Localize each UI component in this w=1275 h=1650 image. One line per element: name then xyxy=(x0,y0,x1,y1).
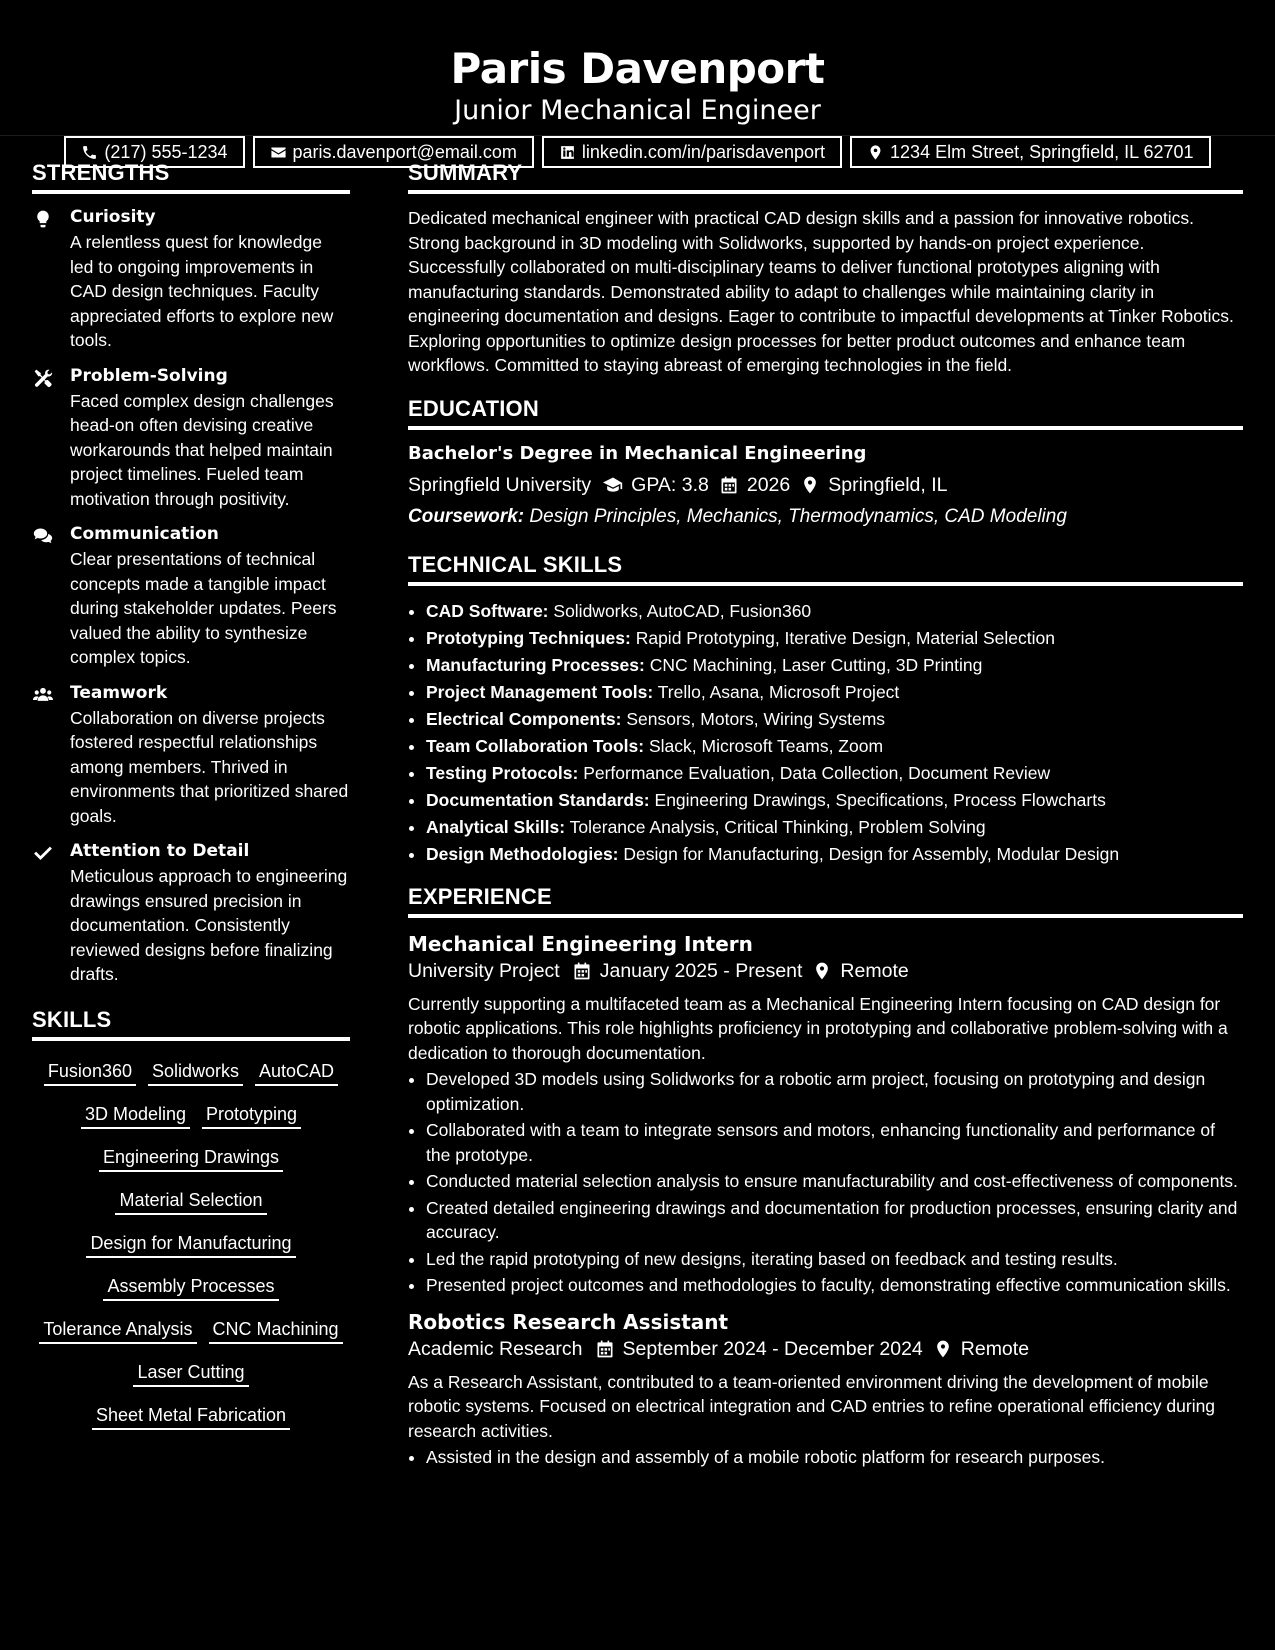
list-item: • Led the rapid prototyping of new designs, iterating based on feedback and testing results. xyxy=(426,1247,1243,1272)
calendar-icon xyxy=(719,475,739,495)
skills-row xyxy=(32,1139,350,1182)
resume-header xyxy=(0,0,1275,162)
skill-tag: Design for Manufacturing xyxy=(86,1231,295,1258)
skill-category: Team Collaboration Tools: xyxy=(426,735,645,756)
map-pin-icon xyxy=(812,961,832,981)
skill-values: Rapid Prototyping, Iterative Design, Material Selection xyxy=(635,627,1055,648)
skill-values: Trello, Asana, Microsoft Project xyxy=(657,681,900,702)
education-year: 2026 xyxy=(746,473,791,496)
summary-heading: SUMMARY xyxy=(408,152,1243,194)
candidate-name: Paris Davenport xyxy=(450,44,825,93)
map-pin-icon xyxy=(933,1339,953,1359)
job-description: Currently supporting a multifaceted team as a Mechanical Engineering Intern focusing on CAD design for robotic applications. This role highlights proficiency in prototyping and collaborative problem-solving with a dedication to thorough documentation. xyxy=(408,993,1228,1063)
strength-item xyxy=(32,206,350,353)
job-title: Robotics Research Assistant xyxy=(408,1309,729,1334)
strength-title: Attention to Detail xyxy=(70,841,250,861)
skill-category: Project Management Tools: xyxy=(426,681,654,702)
skill-category: Prototyping Techniques: xyxy=(426,627,631,648)
contact-phone-text: (217) 555-1234 xyxy=(104,142,228,162)
skill-tag: CNC Machining xyxy=(209,1317,343,1344)
skill-values: Tolerance Analysis, Critical Thinking, Problem Solving xyxy=(569,816,986,837)
skills-row xyxy=(32,1096,350,1139)
strength-item xyxy=(32,523,350,670)
job-entry xyxy=(408,930,1243,1298)
strength-desc: Collaboration on diverse projects fostered respectful relationships among members. Thrived in environments that prioritized shared goals. xyxy=(70,707,349,826)
skills-row xyxy=(32,1311,350,1354)
skill-tag: Sheet Metal Fabrication xyxy=(92,1403,290,1430)
job-dates: September 2024 - December 2024 xyxy=(622,1337,923,1360)
job-bullets xyxy=(408,1067,1243,1298)
calendar-icon xyxy=(595,1339,615,1359)
right-column xyxy=(408,152,1243,1480)
strength-item xyxy=(32,682,350,829)
list-item xyxy=(426,652,1243,679)
list-item xyxy=(426,598,1243,625)
list-item xyxy=(426,814,1243,841)
strength-desc: Meticulous approach to engineering drawings ensured precision in documentation. Consistently reviewed designs before finalizing drafts. xyxy=(70,866,348,984)
education-location: Springfield, IL xyxy=(828,473,948,496)
list-item: • Created detailed engineering drawings and documentation for production processes, ensuring clarity and accuracy. xyxy=(426,1196,1243,1245)
list-item xyxy=(426,679,1243,706)
job-dates: January 2025 - Present xyxy=(599,959,803,982)
strength-title: Teamwork xyxy=(70,682,168,703)
job-title: Mechanical Engineering Intern xyxy=(408,931,753,956)
skill-tag: 3D Modeling xyxy=(81,1102,190,1129)
strengths-heading: STRENGTHS xyxy=(32,152,350,194)
coursework-list: Design Principles, Mechanics, Thermodynamics, CAD Modeling xyxy=(529,505,1067,527)
coursework-label: Coursework: xyxy=(408,505,525,527)
job-location: Remote xyxy=(960,1337,1030,1360)
strength-item xyxy=(32,365,350,512)
list-item xyxy=(426,733,1243,760)
users-icon xyxy=(32,685,54,705)
experience-heading: EXPERIENCE xyxy=(408,876,1243,918)
skill-category: Analytical Skills: xyxy=(426,816,566,837)
skill-values: Solidworks, AutoCAD, Fusion360 xyxy=(553,600,812,621)
list-item xyxy=(426,760,1243,787)
job-org: University Project xyxy=(408,959,560,982)
skill-tag: Fusion360 xyxy=(44,1059,136,1086)
skill-tag: Solidworks xyxy=(148,1059,243,1086)
education-school: Springfield University xyxy=(408,473,592,496)
job-meta xyxy=(408,1336,1243,1362)
education-degree: Bachelor's Degree in Mechanical Engineering xyxy=(408,442,867,464)
skill-values: Sensors, Motors, Wiring Systems xyxy=(626,708,886,729)
skill-values: Performance Evaluation, Data Collection, Document Review xyxy=(583,762,1051,783)
job-entry xyxy=(408,1308,1243,1470)
calendar-icon xyxy=(572,961,592,981)
skill-category: CAD Software: xyxy=(426,600,549,621)
list-item: • Conducted material selection analysis to ensure manufacturability and cost-effectiveness of components. xyxy=(426,1169,1243,1194)
job-bullets xyxy=(408,1445,1243,1470)
list-item: • Collaborated with a team to integrate sensors and motors, enhancing functionality and performance of the prototype. xyxy=(426,1118,1243,1167)
skill-tag: Material Selection xyxy=(115,1188,266,1215)
skills-row xyxy=(32,1397,350,1440)
skills-heading: SKILLS xyxy=(32,999,350,1041)
list-item xyxy=(426,841,1243,868)
skill-category: Testing Protocols: xyxy=(426,762,579,783)
skill-category: Electrical Components: xyxy=(426,708,622,729)
skill-category: Manufacturing Processes: xyxy=(426,654,645,675)
strength-title: Curiosity xyxy=(70,207,156,227)
lightbulb-icon xyxy=(32,209,54,229)
skill-values: Design for Manufacturing, Design for Assembly, Modular Design xyxy=(623,843,1120,864)
skill-values: CNC Machining, Laser Cutting, 3D Printing xyxy=(649,654,983,675)
education-meta xyxy=(408,472,1243,498)
list-item: • Assisted in the design and assembly of a mobile robotic platform for research purposes. xyxy=(426,1445,1243,1470)
graduation-cap-icon xyxy=(603,475,623,495)
list-item xyxy=(426,706,1243,733)
skills-row xyxy=(32,1053,350,1096)
education-gpa: GPA: 3.8 xyxy=(631,473,709,496)
job-location: Remote xyxy=(840,959,909,982)
strength-desc: A relentless quest for knowledge led to ongoing improvements in CAD design techniques. Faculty appreciated efforts to explore new tools. xyxy=(70,232,334,350)
skills-row xyxy=(32,1182,350,1225)
skill-category: Documentation Standards: xyxy=(426,789,650,810)
candidate-title: Junior Mechanical Engineer xyxy=(454,95,821,126)
technical-skills-list xyxy=(408,598,1243,868)
job-meta xyxy=(408,958,1243,984)
strength-title: Problem-Solving xyxy=(70,365,228,386)
summary-text: Dedicated mechanical engineer with practical CAD design skills and a passion for innovative robotics. Strong background in 3D modeling with Solidworks, supported by hands-on project experience. Successfully collaborated on multi-disciplinary teams to deliver functional prototypes aligning with manufacturing standards. Demonstrated ability to adapt to challenges while maintaining clarity in engineering documentation and designs. Eager to contribute to impactful developments at Tinker Robotics. Exploring opportunities to optimize design processes for better product outcomes and enhance team workflows. Committed to staying abreast of emerging technologies in the field. xyxy=(408,208,1234,375)
skill-values: Slack, Microsoft Teams, Zoom xyxy=(648,735,884,756)
skill-tag: Laser Cutting xyxy=(133,1360,248,1387)
skill-tag: Prototyping xyxy=(202,1102,301,1129)
contact-email-text: paris.davenport@email.com xyxy=(292,142,517,162)
list-item: • Presented project outcomes and methodologies to faculty, demonstrating effective communication skills. xyxy=(426,1273,1243,1298)
contact-linkedin-text: linkedin.com/in/parisdavenport xyxy=(581,142,826,162)
skill-tag: AutoCAD xyxy=(255,1059,338,1086)
skills-row xyxy=(32,1268,350,1311)
map-pin-icon xyxy=(800,475,820,495)
education-heading: EDUCATION xyxy=(408,388,1243,430)
chat-bubbles-icon xyxy=(32,526,54,546)
skill-values: Engineering Drawings, Specifications, Process Flowcharts xyxy=(654,789,1106,810)
skill-tag: Engineering Drawings xyxy=(99,1145,283,1172)
strength-desc: Faced complex design challenges head-on often devising creative workarounds that helped maintain project timelines. Fueled team motivation through positivity. xyxy=(70,390,334,509)
skills-row xyxy=(32,1354,350,1397)
checkmark-icon xyxy=(32,843,54,863)
list-item: • Developed 3D models using Solidworks for a robotic arm project, focusing on prototyping and design optimization. xyxy=(426,1067,1243,1116)
contact-address-text: 1234 Elm Street, Springfield, IL 62701 xyxy=(890,142,1194,162)
tools-icon xyxy=(32,368,54,388)
education-coursework xyxy=(408,504,1243,530)
skill-tag: Tolerance Analysis xyxy=(39,1317,196,1344)
job-description: As a Research Assistant, contributed to a team-oriented environment driving the development of mobile robotic systems. Focused on electrical integration and CAD entries to refine operational efficiency during research activities. xyxy=(408,1371,1216,1441)
left-column xyxy=(32,152,350,1480)
strength-title: Communication xyxy=(70,524,219,544)
skill-category: Design Methodologies: xyxy=(426,843,619,864)
list-item xyxy=(426,787,1243,814)
technical-skills-heading: TECHNICAL SKILLS xyxy=(408,544,1243,586)
strength-item xyxy=(32,840,350,987)
skills-tag-cloud xyxy=(32,1053,350,1440)
job-org: Academic Research xyxy=(408,1337,583,1360)
skill-tag: Assembly Processes xyxy=(103,1274,278,1301)
skills-row xyxy=(32,1225,350,1268)
list-item xyxy=(426,625,1243,652)
strength-desc: Clear presentations of technical concepts made a tangible impact during stakeholder updates. Peers valued the ability to synthesize complex topics. xyxy=(70,549,337,667)
